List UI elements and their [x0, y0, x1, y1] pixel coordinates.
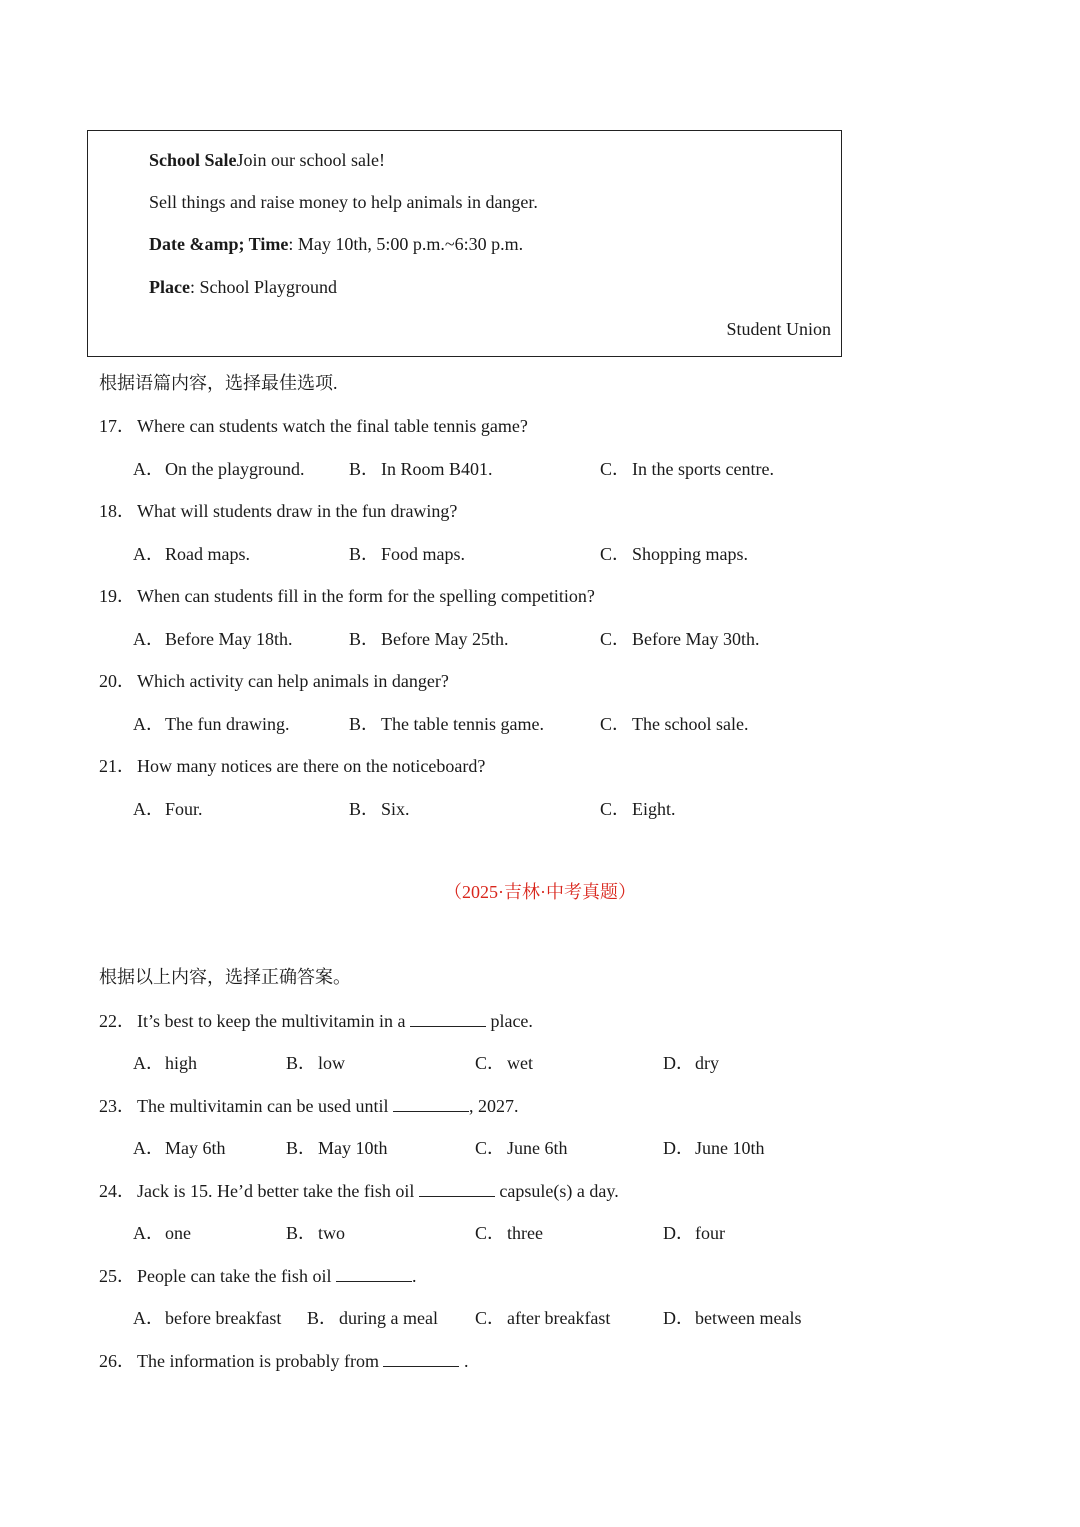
option-20-c: C． The school sale.: [600, 714, 749, 734]
option-20-a: A．The fun drawing.: [133, 714, 290, 734]
option-25-d: D．between meals: [663, 1308, 802, 1328]
notice-date-label: Date &amp; Time: [149, 234, 289, 254]
option-19-a: A．Before May 18th.: [133, 629, 293, 649]
option-21-b: B． Six.: [349, 799, 410, 819]
option-17-c: C． In the sports centre.: [600, 459, 774, 479]
notice-place-value: : School Playground: [189, 277, 337, 297]
notice-title-line: [149, 150, 385, 171]
notice-date-value: : May 10th, 5:00 p.m.~6:30 p.m.: [288, 234, 524, 254]
option-17-b: B． In Room B401.: [349, 459, 493, 479]
option-22-c: C． wet: [475, 1053, 533, 1073]
notice-date-line: [149, 234, 523, 255]
option-22-a: A．high: [133, 1053, 198, 1073]
option-22-b: B． low: [286, 1053, 345, 1073]
option-23-a: A．May 6th: [133, 1138, 226, 1158]
option-23-c: C． June 6th: [475, 1138, 568, 1158]
option-22-d: D．dry: [663, 1053, 719, 1073]
notice-place-line: [149, 277, 337, 298]
option-18-c: C． Shopping maps.: [600, 544, 749, 564]
option-25-b: B． during a meal: [307, 1308, 438, 1328]
option-25-a: A．before breakfast: [133, 1308, 282, 1328]
answer-blank: [410, 1010, 486, 1027]
option-24-b: B． two: [286, 1223, 345, 1243]
option-18-a: A．Road maps.: [133, 544, 250, 564]
question-23: 23． The multivitamin can be used until , 2027.: [99, 1096, 519, 1116]
source-tag: （2025·吉林·中考真题）: [444, 882, 636, 902]
option-24-d: D．four: [663, 1223, 725, 1243]
option-23-d: D．June 10th: [663, 1138, 765, 1158]
option-19-c: C． Before May 30th.: [600, 629, 760, 649]
answer-blank: [393, 1095, 469, 1112]
notice-title: School Sale: [149, 150, 237, 170]
question-18: 18． What will students draw in the fun drawing?: [99, 501, 458, 521]
option-19-b: B． Before May 25th.: [349, 629, 509, 649]
option-21-a: A．Four.: [133, 799, 203, 819]
option-20-b: B． The table tennis game.: [349, 714, 544, 734]
question-number: 17．: [99, 416, 135, 436]
option-23-b: B． May 10th: [286, 1138, 388, 1158]
question-24: 24． Jack is 15. He’d better take the fish oil capsule(s) a day.: [99, 1181, 619, 1201]
option-25-c: C． after breakfast: [475, 1308, 611, 1328]
section2-instruction: 根据以上内容，选择正确答案。: [99, 967, 351, 987]
notice-body: Sell things and raise money to help animals in danger.: [149, 192, 538, 212]
question-21: 21． How many notices are there on the noticeboard?: [99, 756, 486, 776]
question-text: Where can students watch the final table tennis game?: [137, 416, 528, 436]
option-18-b: B． Food maps.: [349, 544, 466, 564]
notice-signature: Student Union: [726, 319, 831, 339]
question-26: 26． The information is probably from .: [99, 1351, 469, 1371]
notice-place-label: Place: [149, 277, 190, 297]
option-24-a: A．one: [133, 1223, 191, 1243]
option-24-c: C． three: [475, 1223, 543, 1243]
question-17: [99, 412, 528, 438]
question-25: 25． People can take the fish oil .: [99, 1266, 417, 1286]
option-17-a: A．On the playground.: [133, 459, 305, 479]
answer-blank: [383, 1350, 459, 1367]
option-21-c: C． Eight.: [600, 799, 676, 819]
notice-box: [87, 130, 842, 357]
question-20: 20． Which activity can help animals in danger?: [99, 671, 449, 691]
notice-headline: Join our school sale!: [236, 150, 385, 170]
answer-blank: [419, 1180, 495, 1197]
section1-instruction: 根据语篇内容，选择最佳选项.: [99, 373, 338, 393]
question-22: 22． It’s best to keep the multivitamin in a place.: [99, 1011, 533, 1031]
answer-blank: [336, 1265, 412, 1282]
question-19: 19． When can students fill in the form for the spelling competition?: [99, 586, 595, 606]
